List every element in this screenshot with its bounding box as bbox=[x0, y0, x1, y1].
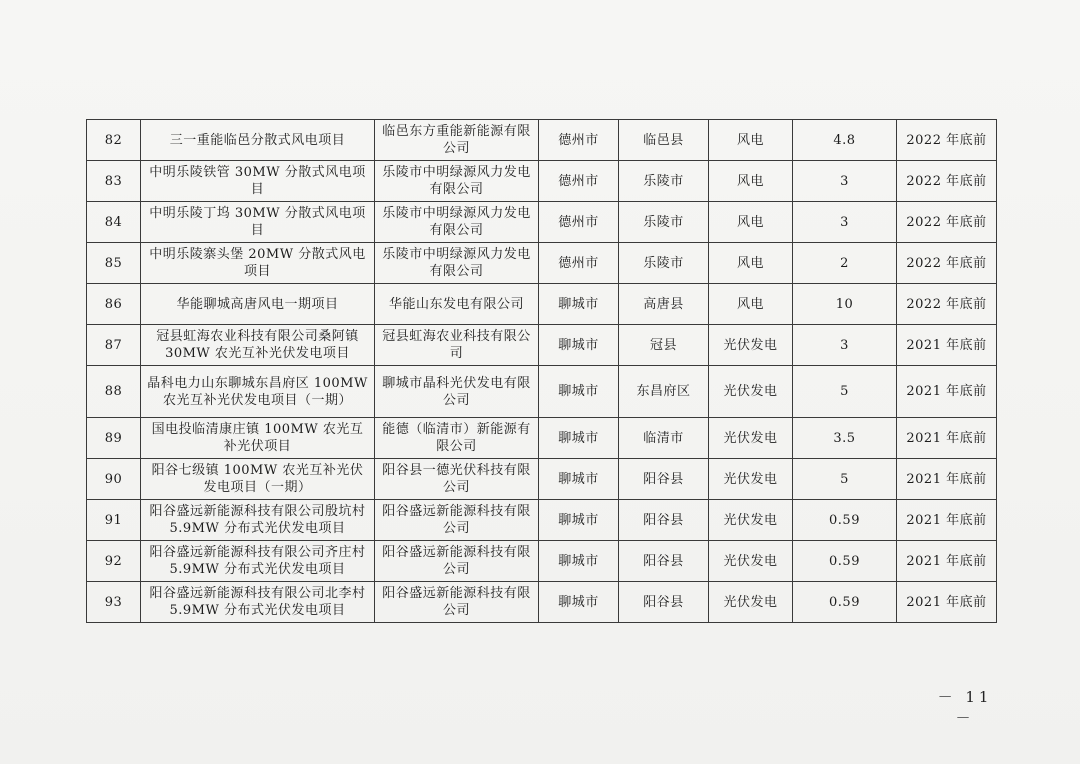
project-table bbox=[86, 119, 997, 623]
company-name: 乐陵市中明绿源风力发电有限公司 bbox=[375, 202, 539, 243]
project-type: 风电 bbox=[709, 202, 793, 243]
project-name: 中明乐陵铁管 30MW 分散式风电项目 bbox=[141, 161, 375, 202]
capacity: 4.8 bbox=[793, 120, 897, 161]
project-type: 光伏发电 bbox=[709, 325, 793, 366]
capacity: 3.5 bbox=[793, 418, 897, 459]
company-name: 冠县虹海农业科技有限公司 bbox=[375, 325, 539, 366]
table-row bbox=[87, 202, 997, 243]
city: 聊城市 bbox=[539, 284, 619, 325]
city: 聊城市 bbox=[539, 366, 619, 418]
project-name: 中明乐陵寨头堡 20MW 分散式风电项目 bbox=[141, 243, 375, 284]
deadline: 2021 年底前 bbox=[897, 582, 997, 623]
table-row bbox=[87, 325, 997, 366]
company-name: 乐陵市中明绿源风力发电有限公司 bbox=[375, 161, 539, 202]
table-row bbox=[87, 366, 997, 418]
project-type: 风电 bbox=[709, 284, 793, 325]
table-row bbox=[87, 284, 997, 325]
project-name: 国电投临清康庄镇 100MW 农光互补光伏项目 bbox=[141, 418, 375, 459]
company-name: 阳谷盛远新能源科技有限公司 bbox=[375, 500, 539, 541]
county: 乐陵市 bbox=[619, 243, 709, 284]
deadline: 2022 年底前 bbox=[897, 202, 997, 243]
city: 聊城市 bbox=[539, 582, 619, 623]
row-number: 87 bbox=[87, 325, 141, 366]
row-number: 88 bbox=[87, 366, 141, 418]
city: 聊城市 bbox=[539, 325, 619, 366]
project-type: 光伏发电 bbox=[709, 500, 793, 541]
deadline: 2022 年底前 bbox=[897, 284, 997, 325]
table-row bbox=[87, 500, 997, 541]
table-row bbox=[87, 120, 997, 161]
county: 阳谷县 bbox=[619, 541, 709, 582]
deadline: 2021 年底前 bbox=[897, 541, 997, 582]
deadline: 2021 年底前 bbox=[897, 418, 997, 459]
project-name: 阳谷盛远新能源科技有限公司齐庄村 5.9MW 分布式光伏发电项目 bbox=[141, 541, 375, 582]
city: 聊城市 bbox=[539, 541, 619, 582]
capacity: 2 bbox=[793, 243, 897, 284]
company-name: 临邑东方重能新能源有限公司 bbox=[375, 120, 539, 161]
county: 东昌府区 bbox=[619, 366, 709, 418]
project-name: 中明乐陵丁坞 30MW 分散式风电项目 bbox=[141, 202, 375, 243]
capacity: 10 bbox=[793, 284, 897, 325]
county: 临邑县 bbox=[619, 120, 709, 161]
company-name: 阳谷盛远新能源科技有限公司 bbox=[375, 541, 539, 582]
page-number: － 11 － bbox=[937, 688, 993, 727]
deadline: 2022 年底前 bbox=[897, 120, 997, 161]
city: 聊城市 bbox=[539, 459, 619, 500]
row-number: 89 bbox=[87, 418, 141, 459]
capacity: 3 bbox=[793, 202, 897, 243]
row-number: 84 bbox=[87, 202, 141, 243]
county: 阳谷县 bbox=[619, 459, 709, 500]
project-name: 阳谷七级镇 100MW 农光互补光伏发电项目（一期） bbox=[141, 459, 375, 500]
table-row bbox=[87, 541, 997, 582]
city: 德州市 bbox=[539, 243, 619, 284]
capacity: 5 bbox=[793, 366, 897, 418]
deadline: 2021 年底前 bbox=[897, 366, 997, 418]
row-number: 85 bbox=[87, 243, 141, 284]
project-type: 光伏发电 bbox=[709, 541, 793, 582]
row-number: 83 bbox=[87, 161, 141, 202]
company-name: 能德（临清市）新能源有限公司 bbox=[375, 418, 539, 459]
project-name: 阳谷盛远新能源科技有限公司殷坑村 5.9MW 分布式光伏发电项目 bbox=[141, 500, 375, 541]
project-name: 阳谷盛远新能源科技有限公司北李村 5.9MW 分布式光伏发电项目 bbox=[141, 582, 375, 623]
deadline: 2022 年底前 bbox=[897, 161, 997, 202]
row-number: 86 bbox=[87, 284, 141, 325]
capacity: 0.59 bbox=[793, 582, 897, 623]
capacity: 3 bbox=[793, 161, 897, 202]
project-type: 光伏发电 bbox=[709, 459, 793, 500]
county: 临清市 bbox=[619, 418, 709, 459]
project-type: 光伏发电 bbox=[709, 582, 793, 623]
row-number: 93 bbox=[87, 582, 141, 623]
city: 德州市 bbox=[539, 161, 619, 202]
deadline: 2021 年底前 bbox=[897, 325, 997, 366]
county: 乐陵市 bbox=[619, 161, 709, 202]
city: 聊城市 bbox=[539, 418, 619, 459]
table-row bbox=[87, 418, 997, 459]
deadline: 2021 年底前 bbox=[897, 500, 997, 541]
project-type: 风电 bbox=[709, 120, 793, 161]
row-number: 92 bbox=[87, 541, 141, 582]
project-type: 风电 bbox=[709, 161, 793, 202]
city: 德州市 bbox=[539, 202, 619, 243]
project-name: 三一重能临邑分散式风电项目 bbox=[141, 120, 375, 161]
county: 乐陵市 bbox=[619, 202, 709, 243]
city: 德州市 bbox=[539, 120, 619, 161]
company-name: 华能山东发电有限公司 bbox=[375, 284, 539, 325]
county: 冠县 bbox=[619, 325, 709, 366]
row-number: 91 bbox=[87, 500, 141, 541]
capacity: 3 bbox=[793, 325, 897, 366]
table-row bbox=[87, 582, 997, 623]
company-name: 阳谷盛远新能源科技有限公司 bbox=[375, 582, 539, 623]
row-number: 90 bbox=[87, 459, 141, 500]
deadline: 2022 年底前 bbox=[897, 243, 997, 284]
deadline: 2021 年底前 bbox=[897, 459, 997, 500]
project-type: 光伏发电 bbox=[709, 418, 793, 459]
table-row bbox=[87, 243, 997, 284]
project-type: 风电 bbox=[709, 243, 793, 284]
capacity: 0.59 bbox=[793, 500, 897, 541]
project-type: 光伏发电 bbox=[709, 366, 793, 418]
table-row bbox=[87, 459, 997, 500]
table-row bbox=[87, 161, 997, 202]
project-name: 华能聊城高唐风电一期项目 bbox=[141, 284, 375, 325]
row-number: 82 bbox=[87, 120, 141, 161]
capacity: 0.59 bbox=[793, 541, 897, 582]
company-name: 阳谷县一德光伏科技有限公司 bbox=[375, 459, 539, 500]
company-name: 乐陵市中明绿源风力发电有限公司 bbox=[375, 243, 539, 284]
city: 聊城市 bbox=[539, 500, 619, 541]
project-name: 冠县虹海农业科技有限公司桑阿镇 30MW 农光互补光伏发电项目 bbox=[141, 325, 375, 366]
company-name: 聊城市晶科光伏发电有限公司 bbox=[375, 366, 539, 418]
project-name: 晶科电力山东聊城东昌府区 100MW 农光互补光伏发电项目（一期） bbox=[141, 366, 375, 418]
county: 阳谷县 bbox=[619, 582, 709, 623]
county: 高唐县 bbox=[619, 284, 709, 325]
capacity: 5 bbox=[793, 459, 897, 500]
county: 阳谷县 bbox=[619, 500, 709, 541]
